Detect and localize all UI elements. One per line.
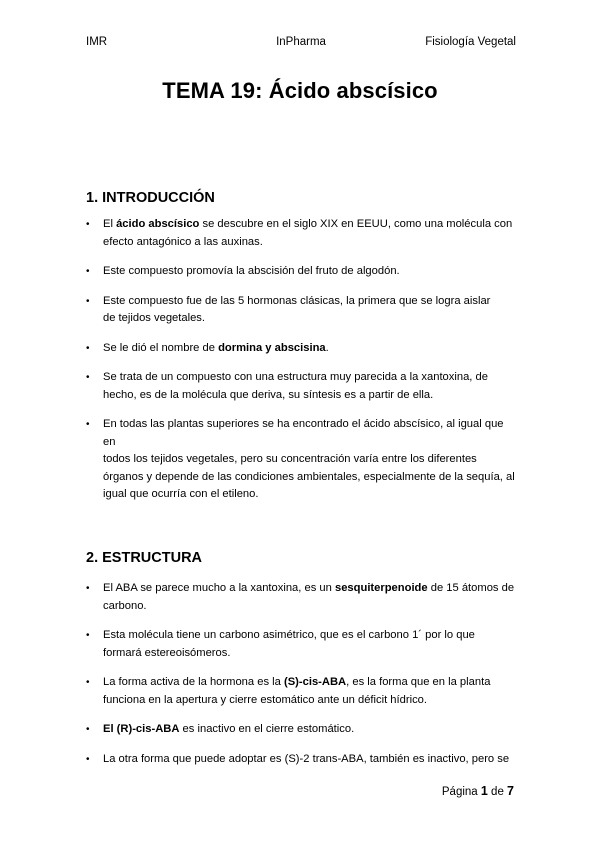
list-item (86, 580, 516, 615)
bullet-text (103, 216, 516, 251)
text-run: hecho, es de la molécula que deriva, su síntesis es a partir de ella. (103, 388, 434, 401)
bullet-icon: • (86, 583, 90, 594)
bullet-text (103, 721, 516, 739)
text-line (103, 340, 516, 358)
page-header (86, 36, 516, 52)
text-run: formará estereoisómeros. (103, 646, 231, 659)
text-line (103, 721, 516, 739)
text-line (103, 416, 516, 451)
text-run: , es la forma que en la planta (346, 676, 491, 688)
text-line (103, 234, 516, 252)
text-line (103, 645, 516, 663)
text-run: carbono. (103, 599, 147, 612)
section-heading-estructura: 2. ESTRUCTURA (86, 550, 203, 566)
bullet-text (103, 580, 516, 615)
bullet-text (103, 263, 516, 281)
list-item (86, 416, 516, 504)
page-label: Página (441, 786, 478, 798)
bullet-icon: • (86, 677, 90, 688)
list-item (86, 340, 516, 358)
text-run: En todas las plantas superiores se ha encontrado el ácido abscísico, al igual que en (103, 418, 504, 448)
bullet-text (103, 340, 516, 358)
text-run: Se le dió el nombre de (103, 341, 219, 354)
text-run: Este compuesto fue de las 5 hormonas clásicas, la primera que se logra aislar (103, 294, 491, 307)
text-run: La otra forma que puede adoptar es (S)-2 trans-ABA, también es inactivo, pero se (103, 752, 510, 765)
section-list-estructura (86, 580, 516, 768)
page-current: 1 (480, 784, 488, 798)
bullet-text (103, 416, 516, 504)
text-line (103, 387, 516, 405)
text-line (103, 263, 516, 281)
text-run: todos los tejidos vegetales, pero su concentración varía entre los diferentes (103, 453, 477, 465)
bold-text-run: ácido abscísico (116, 218, 200, 230)
section-list-introduccion (86, 216, 516, 504)
bullet-icon: • (86, 219, 90, 230)
bold-text-run: (S)-cis-ABA (283, 676, 347, 688)
bold-text-run: El (R)-cis-ABA (103, 723, 180, 735)
text-line (103, 751, 516, 769)
page-total: 7 (507, 784, 514, 798)
text-run: se descubre en el siglo XIX en EEUU, como una molécula con (199, 218, 513, 230)
bold-text-run: sesquiterpenoide (334, 582, 428, 594)
text-line (103, 692, 516, 710)
text-run: El (103, 218, 117, 230)
text-run: efecto antagónico a las auxinas. (103, 235, 263, 248)
text-line (103, 369, 516, 387)
bullet-icon: • (86, 372, 90, 383)
text-run: órganos y depende de las condiciones ambientales, especialmente de la sequía, al (103, 470, 515, 483)
text-run: de tejidos vegetales. (103, 312, 205, 324)
bullet-text (103, 627, 516, 662)
bullet-icon: • (86, 630, 90, 641)
text-run: igual que ocurría con el etileno. (103, 488, 259, 500)
text-line (103, 486, 516, 504)
bullet-icon: • (86, 724, 90, 735)
page-of: de (491, 786, 504, 798)
text-run: Este compuesto promovía la abscisión del fruto de algodón. (103, 265, 400, 277)
header-center: InPharma (276, 36, 326, 48)
bullet-icon: • (86, 295, 90, 307)
text-line (103, 580, 516, 598)
text-line (103, 310, 516, 328)
document-title: TEMA 19: Ácido abscísico (162, 78, 438, 103)
text-run: de 15 átomos de (427, 582, 515, 594)
list-item (86, 627, 516, 662)
bullet-icon: • (86, 419, 90, 430)
text-line (103, 216, 516, 234)
bullet-text (103, 751, 516, 769)
list-item (86, 751, 516, 769)
bullet-text (103, 369, 516, 404)
header-left: IMR (86, 36, 108, 48)
text-line (103, 451, 516, 469)
text-run: El ABA se parece mucho a la xantoxina, es un (103, 582, 335, 594)
bullet-text (103, 674, 516, 709)
text-run: es inactivo en el cierre estomático. (179, 723, 355, 735)
list-item (86, 674, 516, 709)
page-footer (442, 784, 514, 798)
list-item (86, 293, 516, 328)
text-run: Se trata de un compuesto con una estructura muy parecida a la xantoxina, de (103, 371, 488, 383)
header-right: Fisiología Vegetal (425, 36, 516, 48)
text-line (103, 469, 516, 487)
bold-text-run: dormina y abscisina (218, 341, 326, 354)
text-run: . (325, 341, 329, 354)
bullet-text (103, 293, 516, 328)
text-run: Esta molécula tiene un carbono asimétrico, que es el carbono 1´ por lo que (103, 629, 475, 641)
list-item (86, 721, 516, 739)
list-item (86, 369, 516, 404)
text-line (103, 627, 516, 645)
text-run: La forma activa de la hormona es la (103, 676, 284, 688)
text-line (103, 293, 516, 311)
text-run: funciona en la apertura y cierre estomático ante un déficit hídrico. (103, 693, 427, 706)
bullet-icon: • (86, 753, 90, 765)
text-line (103, 598, 516, 616)
bullet-icon: • (86, 266, 90, 277)
bullet-icon: • (86, 342, 90, 354)
list-item (86, 263, 516, 281)
text-line (103, 674, 516, 692)
list-item (86, 216, 516, 251)
section-heading-introduccion: 1. INTRODUCCIÓN (86, 190, 215, 206)
